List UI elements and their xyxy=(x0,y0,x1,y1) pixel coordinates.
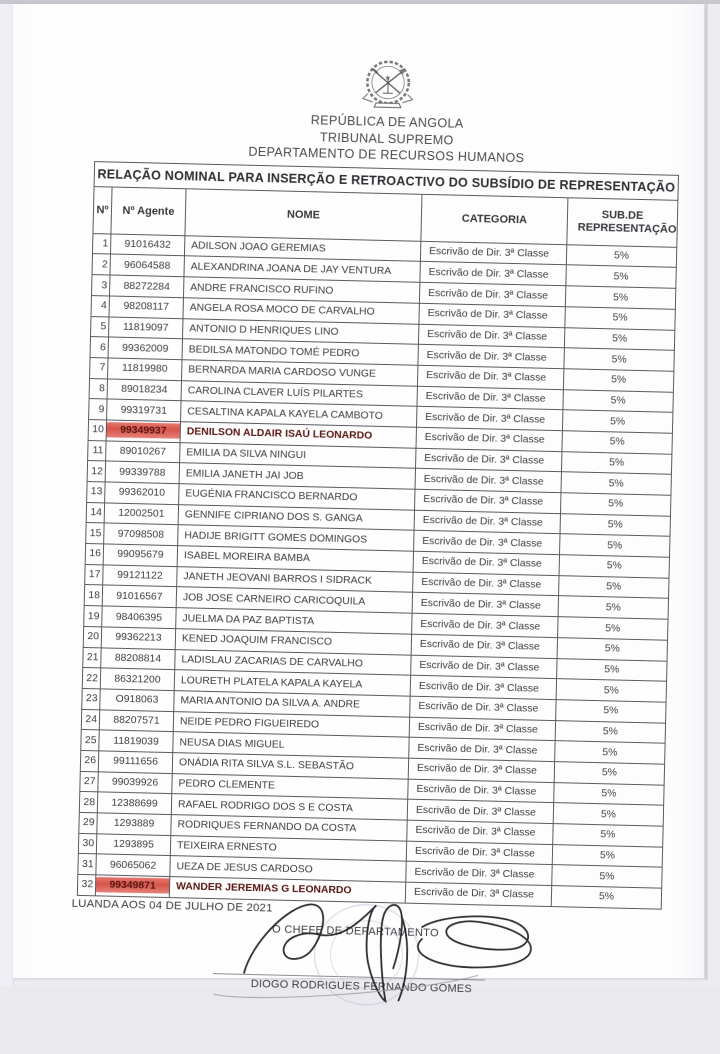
agent-categoria: Escrivão de Dir. 3ª Classe xyxy=(416,805,536,819)
row-number: 16 xyxy=(89,549,101,560)
agent-name: ALEXANDRINA JOANA DE JAY VENTURA xyxy=(191,261,392,277)
photo-edge-right xyxy=(705,4,708,980)
row-number: 23 xyxy=(86,693,98,704)
agent-number: 96065062 xyxy=(110,859,156,871)
agent-sub-percent: 5% xyxy=(612,313,627,324)
agent-sub-percent: 5% xyxy=(600,850,615,861)
agent-name: CESALTINA KAPALA KAYELA CAMBOTO xyxy=(187,406,383,422)
agent-categoria: Escrivão de Dir. 3ª Classe xyxy=(422,536,542,550)
agent-name: ANDRE FRANCISCO RUFINO xyxy=(190,282,333,296)
agent-number: 98208117 xyxy=(123,301,169,313)
agent-number: 99339788 xyxy=(119,466,165,478)
agent-number: 99039926 xyxy=(112,777,158,789)
photo-edge-left xyxy=(0,4,14,986)
agent-name: RODRIQUES FERNANDO DA COSTA xyxy=(177,820,356,835)
agent-number: 99362213 xyxy=(115,632,161,644)
agent-categoria: Escrivão de Dir. 3ª Classe xyxy=(428,308,548,322)
row-number: 24 xyxy=(85,714,97,725)
agent-name: HADIJE BRIGITT GOMES DOMINGOS xyxy=(184,530,367,545)
agent-categoria: Escrivão de Dir. 3ª Classe xyxy=(424,474,544,488)
agent-categoria: Escrivão de Dir. 3ª Classe xyxy=(426,370,546,384)
header-sub: SUB.DE REPRESENTAÇÃO xyxy=(567,198,678,248)
place-date: LUANDA AOS 04 DE JULHO DE 2021 xyxy=(72,898,661,924)
agent-sub-percent: 5% xyxy=(601,788,616,799)
agent-name: JANETH JEOVANI BARROS I SIDRACK xyxy=(183,571,372,586)
row-number: 29 xyxy=(83,817,95,828)
row-number: 19 xyxy=(88,611,100,622)
agent-sub-percent: 5% xyxy=(609,478,624,489)
agent-name: ONÁDIA RITA SILVA S.L. SEBASTÃO xyxy=(179,758,354,773)
row-number: 27 xyxy=(84,776,96,787)
agent-name: LOURETH PLATELA KAPALA KAYELA xyxy=(181,675,363,690)
agent-number: 12002501 xyxy=(118,508,164,520)
agent-name: CAROLINA CLAVER LUÍS PILARTES xyxy=(188,385,363,400)
agent-name: NEIDE PEDRO FIGUEIREDO xyxy=(180,716,319,730)
agent-number: 88272284 xyxy=(123,280,169,292)
agent-sub-percent: 5% xyxy=(599,871,614,882)
row-number: 30 xyxy=(82,838,94,849)
row-number: 12 xyxy=(91,466,103,477)
agent-number: 88207571 xyxy=(113,715,159,727)
handwritten-signature xyxy=(74,891,661,1035)
agent-categoria: Escrivão de Dir. 3ª Classe xyxy=(425,432,545,446)
agent-categoria: Escrivão de Dir. 3ª Classe xyxy=(418,722,538,736)
agent-name: ANTONIO D HENRIQUES LINO xyxy=(189,323,339,338)
row-number: 10 xyxy=(92,424,104,435)
agent-number: 11819097 xyxy=(123,322,169,334)
row-number: 20 xyxy=(87,631,99,642)
agent-number: 99319731 xyxy=(121,404,167,416)
agent-number: 91016567 xyxy=(116,591,162,603)
org-line-department: DEPARTAMENTO DE RECURSOS HUMANOS xyxy=(94,140,678,170)
row-number: 2 xyxy=(102,259,108,270)
agent-sub-percent: 5% xyxy=(606,581,621,592)
row-number: 26 xyxy=(84,755,96,766)
agent-categoria: Escrivão de Dir. 3ª Classe xyxy=(415,846,535,860)
agent-categoria: Escrivão de Dir. 3ª Classe xyxy=(421,598,541,612)
row-number: 22 xyxy=(86,673,98,684)
agent-categoria: Escrivão de Dir. 3ª Classe xyxy=(414,887,534,901)
agent-sub-percent: 5% xyxy=(611,395,626,406)
document-content xyxy=(73,37,680,1054)
row-number: 1 xyxy=(102,238,108,249)
agent-name: JUELMA DA PAZ BAPTISTA xyxy=(182,613,314,627)
angola-coat-of-arms-icon xyxy=(345,55,430,115)
agent-sub-percent: 5% xyxy=(607,561,622,572)
row-number: 5 xyxy=(100,321,106,332)
agent-sub-percent: 5% xyxy=(608,519,623,530)
agent-categoria: Escrivão de Dir. 3ª Classe xyxy=(417,742,537,756)
agent-categoria: Escrivão de Dir. 3ª Classe xyxy=(423,494,543,508)
signer-name: DIOGO RODRIGUES FERNANDO GOMES xyxy=(251,978,472,995)
agent-categoria: Escrivão de Dir. 3ª Classe xyxy=(427,350,547,364)
agent-number: 91016432 xyxy=(124,239,170,251)
agent-categoria: Escrivão de Dir. 3ª Classe xyxy=(425,412,545,426)
agent-name: ANGELA ROSA MOCO DE CARVALHO xyxy=(190,303,375,318)
agent-categoria: Escrivão de Dir. 3ª Classe xyxy=(429,267,549,281)
row-number: 11 xyxy=(92,445,103,456)
agent-name: DENILSON ALDAIR ISAÚ LEONARDO xyxy=(187,427,373,442)
row-number: 17 xyxy=(89,569,101,580)
agent-name: JOB JOSE CARNEIRO CARICOQUILA xyxy=(183,592,366,607)
signature-block xyxy=(73,911,660,1054)
row-number: 21 xyxy=(87,652,99,663)
agent-number: 99362010 xyxy=(119,487,165,499)
org-line-court: TRIBUNAL SUPREMO xyxy=(95,124,679,154)
row-number: 8 xyxy=(99,383,105,394)
row-number: 3 xyxy=(101,280,107,291)
agent-name: UEZA DE JESUS CARDOSO xyxy=(176,861,312,875)
agent-categoria: Escrivão de Dir. 3ª Classe xyxy=(420,618,540,632)
document-page xyxy=(13,4,704,978)
agent-name: RAFAEL RODRIGO DOS S E COSTA xyxy=(178,799,353,814)
agent-categoria: Escrivão de Dir. 3ª Classe xyxy=(419,660,539,674)
agent-name: PEDRO CLEMENTE xyxy=(178,778,275,791)
agent-number: 99362009 xyxy=(122,342,168,354)
agent-name: KENED JOAQUIM FRANCISCO xyxy=(182,633,332,648)
document-title: RELAÇÃO NOMINAL PARA INSERÇÃO E RETROACTIVO DO SUBSÍDIO DE REPRESENTAÇÃO xyxy=(94,161,678,200)
agent-sub-percent: 5% xyxy=(603,726,618,737)
agent-categoria: Escrivão de Dir. 3ª Classe xyxy=(416,784,536,798)
row-number: 6 xyxy=(100,342,106,353)
agent-name: WANDER JEREMIAS G LEONARDO xyxy=(176,882,352,897)
agent-number: 89018234 xyxy=(121,384,167,396)
agent-number: 99349937 xyxy=(120,425,166,437)
header-agent: Nº Agente xyxy=(111,187,186,236)
agent-categoria: Escrivão de Dir. 3ª Classe xyxy=(424,453,544,467)
agent-categoria: Escrivão de Dir. 3ª Classe xyxy=(428,287,548,301)
agent-sub-percent: 5% xyxy=(602,768,617,779)
row-number: 9 xyxy=(98,404,104,415)
agent-sub-percent: 5% xyxy=(613,292,628,303)
agent-number: 99349871 xyxy=(109,880,155,892)
agent-sub-percent: 5% xyxy=(612,333,627,344)
agent-categoria: Escrivão de Dir. 3ª Classe xyxy=(423,515,543,529)
agent-sub-percent: 5% xyxy=(604,664,619,675)
agent-sub-percent: 5% xyxy=(604,685,619,696)
row-number: 31 xyxy=(82,859,94,870)
row-number: 14 xyxy=(90,507,102,518)
agent-number: 1293895 xyxy=(113,839,154,851)
agent-name: MARIA ANTONIO DA SILVA A. ANDRE xyxy=(180,696,360,711)
agent-number: 86321200 xyxy=(114,673,160,685)
agent-name: BEDILSA MATONDO TOMÉ PEDRO xyxy=(189,344,360,359)
row-number: 7 xyxy=(99,363,105,374)
agent-number: 99121122 xyxy=(117,570,163,582)
agent-categoria: Escrivão de Dir. 3ª Classe xyxy=(417,763,537,777)
agent-number: 99111656 xyxy=(113,756,158,768)
agent-categoria: Escrivão de Dir. 3ª Classe xyxy=(421,577,541,591)
agent-number: O918063 xyxy=(115,694,158,706)
agent-number: 11819039 xyxy=(113,735,159,747)
agent-categoria: Escrivão de Dir. 3ª Classe xyxy=(415,825,535,839)
row-number: 18 xyxy=(88,590,100,601)
agent-name: BERNARDA MARIA CARDOSO VUNGE xyxy=(188,365,376,380)
agent-sub-percent: 5% xyxy=(611,375,626,386)
agent-name: EMILIA JANETH JAI JOB xyxy=(186,468,304,482)
agent-name: EUGÉNIA FRANCISCO BERNARDO xyxy=(185,489,357,504)
agent-categoria: Escrivão de Dir. 3ª Classe xyxy=(422,556,542,570)
agent-name: ADILSON JOAO GEREMIAS xyxy=(191,241,326,255)
agent-sub-percent: 5% xyxy=(609,457,624,468)
agent-sub-percent: 5% xyxy=(606,602,621,613)
agent-categoria: Escrivão de Dir. 3ª Classe xyxy=(420,639,540,653)
agent-sub-percent: 5% xyxy=(605,643,620,654)
agent-sub-percent: 5% xyxy=(603,705,618,716)
row-number: 28 xyxy=(83,797,95,808)
agent-sub-percent: 5% xyxy=(610,437,625,448)
agent-name: GENNIFE CIPRIANO DOS S. GANGA xyxy=(185,509,363,524)
row-number: 15 xyxy=(90,528,102,539)
agent-sub-percent: 5% xyxy=(600,830,615,841)
header-num: Nº xyxy=(93,186,112,233)
agent-number: 97098508 xyxy=(118,528,164,540)
signer-title: O CHEFE DE DEPARTAMENTO xyxy=(272,923,439,939)
agent-categoria: Escrivão de Dir. 3ª Classe xyxy=(427,329,547,343)
agent-number: 96064588 xyxy=(124,260,170,272)
agent-name: ISABEL MOREIRA BAMBA xyxy=(184,551,310,565)
agent-categoria: Escrivão de Dir. 3ª Classe xyxy=(426,391,546,405)
agent-categoria: Escrivão de Dir. 3ª Classe xyxy=(419,680,539,694)
row-number: 32 xyxy=(81,879,93,890)
agent-categoria: Escrivão de Dir. 3ª Classe xyxy=(414,867,534,881)
agent-number: 88208814 xyxy=(115,653,161,665)
agent-sub-percent: 5% xyxy=(607,540,622,551)
agent-sub-percent: 5% xyxy=(614,250,629,261)
agent-sub-percent: 5% xyxy=(602,747,617,758)
agent-number: 99095679 xyxy=(117,549,163,561)
org-line-republic: REPÚBLICA DE ANGOLA xyxy=(95,107,679,137)
agent-number: 12388699 xyxy=(111,797,157,809)
agent-sub-percent: 5% xyxy=(605,623,620,634)
row-number: 4 xyxy=(101,300,107,311)
agent-categoria: Escrivão de Dir. 3ª Classe xyxy=(429,246,549,260)
agent-categoria: Escrivão de Dir. 3ª Classe xyxy=(418,701,538,715)
row-number: 13 xyxy=(91,486,103,497)
agent-sub-percent: 5% xyxy=(613,271,628,282)
agent-sub-percent: 5% xyxy=(601,809,616,820)
agent-name: TEIXEIRA ERNESTO xyxy=(177,840,277,853)
agent-name: NEUSA DIAS MIGUEL xyxy=(179,737,284,750)
subsidy-table xyxy=(77,161,679,910)
agent-sub-percent: 5% xyxy=(608,499,623,510)
agent-name: LADISLAU ZACARIAS DE CARVALHO xyxy=(181,654,363,669)
agent-number: 89010267 xyxy=(120,446,166,458)
agent-sub-percent: 5% xyxy=(612,354,627,365)
agent-number: 98406395 xyxy=(116,611,162,623)
header-name: NOME xyxy=(185,189,422,242)
agent-name: EMILIA DA SILVA NINGUI xyxy=(186,447,306,461)
row-number: 25 xyxy=(85,735,97,746)
agent-sub-percent: 5% xyxy=(599,892,614,903)
agent-number: 11819980 xyxy=(122,363,168,375)
agent-number: 1293889 xyxy=(114,818,155,830)
agent-sub-percent: 5% xyxy=(610,416,625,427)
header-categoria: CATEGORIA xyxy=(421,194,568,244)
